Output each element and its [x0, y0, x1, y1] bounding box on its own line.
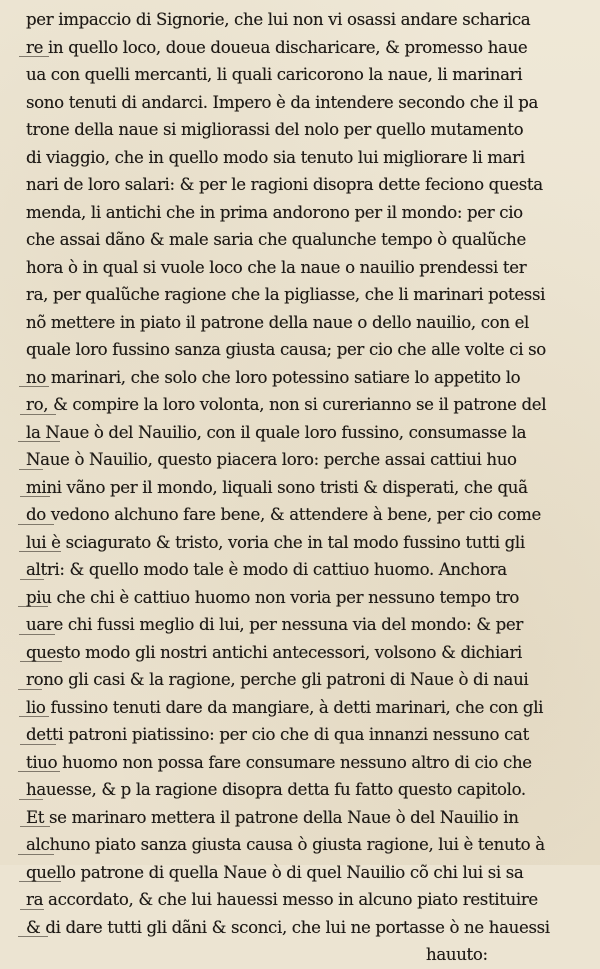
text-line: nõ mettere in piato il patrone della naue o dello nauilio, con el	[26, 312, 530, 332]
text-line: no marinari, che solo che loro potessino satiare lo appetito lo	[26, 367, 521, 387]
text-line: trone della naue si migliorassi del nolo per quello mutamento	[26, 120, 524, 139]
pen-underline	[18, 606, 48, 607]
pen-underline	[19, 716, 49, 717]
text-line: ra accordato, & che lui hauessi messo in alcuno piato restituire	[26, 890, 538, 909]
text-line: nari de loro salari: & per le ragioni disopra dette feciono questa	[26, 175, 543, 194]
text-line: alchuno piato sanza giusta causa ò giusta ragione, lui è tenuto à	[26, 835, 545, 854]
text-line: lio fussino tenuti dare da mangiare, à detti marinari, che con gli	[26, 697, 544, 717]
pen-underline	[20, 826, 50, 827]
text-line: questo modo gli nostri antichi antecessori, volsono & dichiari	[26, 642, 523, 662]
pen-underline	[20, 661, 62, 662]
pen-underline	[20, 496, 50, 497]
pen-underline	[18, 771, 60, 772]
text-line: la Naue ò del Nauilio, con il quale loro fussino, consumasse la	[26, 422, 527, 442]
pen-underline	[18, 441, 60, 442]
text-line: ro, & compire la loro volonta, non si curerianno se il patrone del	[26, 395, 547, 414]
text-line: hauuto:	[426, 945, 488, 964]
pen-underline	[19, 799, 43, 800]
pen-underline	[20, 414, 56, 415]
text-line: Et se marinaro mettera il patrone della Naue ò del Nauilio in	[26, 807, 519, 827]
text-line: sono tenuti di andarci. Impero è da intendere secondo che il pa	[26, 92, 539, 112]
pen-underline	[19, 469, 43, 470]
pen-underline	[19, 634, 55, 635]
text-line: Naue ò Nauilio, questo piacera loro: perche assai cattiui huo	[26, 450, 517, 469]
text-line: uare chi fussi meglio di lui, per nessuna via del mondo: & per	[26, 615, 523, 634]
text-line: detti patroni piatissino: per cio che di qua innanzi nessuno cat	[26, 725, 529, 744]
pen-underline	[19, 881, 61, 882]
text-line: mini vãno per il mondo, liquali sono tristi & disperati, che quã	[26, 477, 528, 497]
text-line: ra, per qualũche ragione che la pigliasse, che li marinari potessi	[26, 285, 546, 304]
text-line: per impaccio di Signorie, che lui non vi osassi andare scharica	[26, 10, 531, 29]
text-line: rono gli casi & la ragione, perche gli patroni di Naue ò di naui	[26, 670, 529, 689]
text-line: altri: & quello modo tale è modo di cattiuo huomo. Anchora	[26, 560, 507, 579]
text-line: hauesse, & p la ragione disopra detta fu fatto questo capitolo.	[26, 780, 526, 799]
text-line: menda, li antichi che in prima andorono per il mondo: per cio	[26, 202, 523, 222]
text-line: quale loro fussino sanza giusta causa; per cio che alle volte ci so	[26, 340, 546, 359]
text-line: piu che chi è cattiuo huomo non voria per nessuno tempo tro	[26, 587, 520, 607]
text-line: hora ò in qual si vuole loco che la naue o nauilio prendessi ter	[26, 257, 527, 277]
text-block	[26, 6, 578, 969]
pen-underline	[20, 579, 44, 580]
text-line: che assai dãno & male saria che qualunche tempo ò qualũche	[26, 230, 526, 249]
pen-underline	[20, 909, 44, 910]
text-line: do vedono alchuno fare bene, & attendere à bene, per cio come	[26, 505, 541, 524]
pen-underline	[19, 386, 49, 387]
pen-underline	[19, 56, 49, 57]
pen-underline	[18, 524, 54, 525]
pen-underline	[20, 744, 56, 745]
text-line: ua con quelli mercanti, li quali caricorono la naue, li marinari	[26, 65, 523, 84]
text-line: tiuo huomo non possa fare consumare nessuno altro di cio che	[26, 752, 532, 772]
text-line: & di dare tutti gli dãni & sconci, che lui ne portasse ò ne hauessi	[26, 917, 550, 937]
pen-underline	[18, 854, 54, 855]
text-line: di viaggio, che in quello modo sia tenuto lui migliorare li mari	[26, 147, 525, 167]
pen-underline	[18, 689, 42, 690]
text-line: quello patrone di quella Naue ò di quel Nauilio cõ chi lui si sa	[26, 862, 524, 882]
pen-underline	[19, 551, 61, 552]
text-line: lui è sciagurato & tristo, voria che in tal modo fussino tutti gli	[26, 532, 525, 552]
pen-underline	[18, 936, 48, 937]
text-line: re in quello loco, doue doueua discharicare, & promesso haue	[26, 37, 528, 57]
